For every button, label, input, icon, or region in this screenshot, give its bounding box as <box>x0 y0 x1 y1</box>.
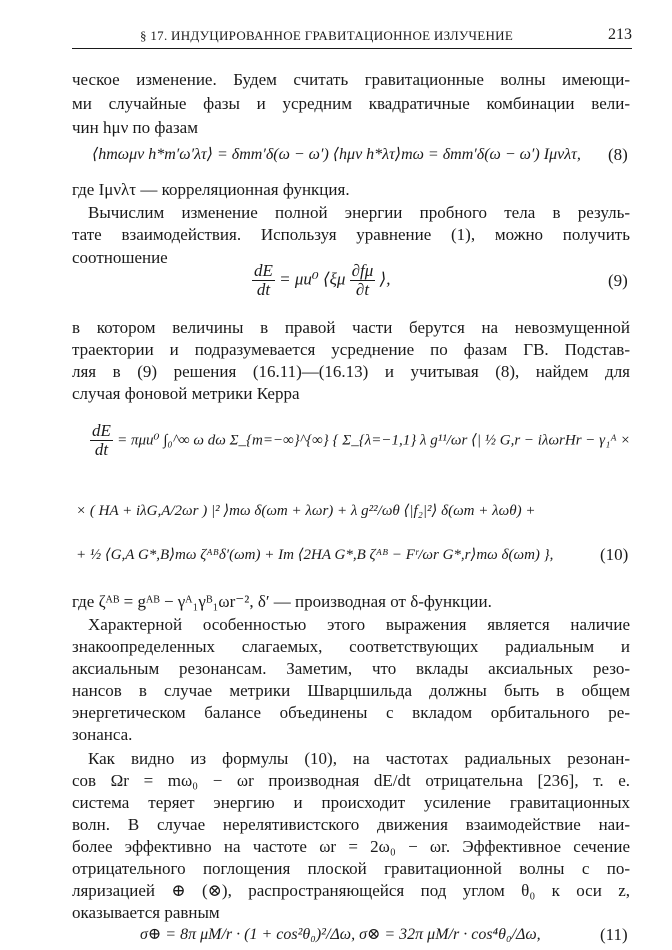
running-title: § 17. ИНДУЦИРОВАННОЕ ГРАВИТАЦИОННОЕ ИЗЛУЧЕНИЕ <box>140 28 514 43</box>
running-header <box>72 28 632 49</box>
denominator: dt <box>94 440 109 459</box>
equation-9 <box>252 262 390 299</box>
text-line: Характерной особенностью этого выражения является наличие <box>88 615 630 634</box>
text-line: энергетическом балансе объединены с вкладом орбитального ре- <box>72 703 630 722</box>
fraction <box>350 262 376 299</box>
text-line: ческое изменение. Будем считать гравитационные волны имеющи- <box>72 70 630 89</box>
text-line: знакоопределенных слагаемых, соответствующих радиальным и <box>72 637 630 656</box>
denominator: ∂t <box>355 280 370 299</box>
equation-10-line-3: + ½ ⟨G,A G*,B⟩mω ζᴬᴮδ′(ωm) + Im ⟨2HA G*,B ζᴬᴮ − Fʳ/ωr G*,r⟩mω δ(ωm) }, <box>76 547 554 563</box>
denominator: dt <box>256 280 271 299</box>
text-line: ми случайные фазы и усредним квадратичные комбинации вели- <box>72 94 630 113</box>
text-line: случая фоновой метрики Керра <box>72 384 300 403</box>
text-line: в котором величины в правой части берутся на невозмущенной <box>72 318 630 337</box>
equation-number: (11) <box>600 925 628 944</box>
equation-number: (9) <box>608 271 628 290</box>
text-line: траектории и подразумевается усреднение по фазам ГВ. Подстав- <box>72 340 630 359</box>
equation-number: (10) <box>600 545 629 564</box>
text-line: отрицательного поглощения плоской гравитационной волны с по- <box>72 859 630 878</box>
text-line: сов Ωr = mω₀ − ωr производная dE/dt отрицательна [236], т. е. <box>72 771 630 790</box>
text-line: ляризацией ⊕ (⊗), распространяющейся под углом θ₀ к оси z, <box>72 881 630 900</box>
text-line: ляя в (9) решения (16.11)—(16.13) и учитывая (8), найдем для <box>72 362 630 381</box>
numerator: dE <box>92 421 111 440</box>
equation-text: = πμu⁰ ∫₀^∞ ω dω Σ_{m=−∞}^{∞} { Σ_{λ=−1,1} λ g¹¹/ωr ⟨| ½ G,r − iλωrHr − γ₁ᴬ × <box>117 432 631 449</box>
text-line: система теряет энергию и происходит усиление гравитационных <box>72 793 630 812</box>
equation-10-line-1 <box>90 422 630 459</box>
numerator: ∂fμ <box>351 261 374 280</box>
fraction <box>90 422 113 459</box>
equation-10-line-2: × ( HA + iλG,A/2ωr ) |² ⟩mω δ(ωm + λωr) + λ g²²/ωθ ⟨|f₂|²⟩ δ(ωm + λωθ) + <box>76 503 536 519</box>
equation-mid: = μu⁰ ⟨ξμ <box>279 269 346 289</box>
equation-11: σ⊕ = 8π μM/r · (1 + cos²θ₀)²/Δω, σ⊗ = 32π μM/r · cos⁴θ₀/Δω, <box>140 926 541 943</box>
text-line: зонанса. <box>72 725 133 744</box>
numerator: dE <box>254 261 273 280</box>
text-line: оказывается равным <box>72 903 220 922</box>
text-line: тате взаимодействия. Используя уравнение (1), можно получить <box>72 225 630 244</box>
equation-tail: ⟩, <box>379 269 391 289</box>
text-line: волн. В случае нерелятивистского движения взаимодействие наи- <box>72 815 630 834</box>
text-line: нансов в случае метрики Шварцшильда должны быть в общем <box>72 681 630 700</box>
text-line: чин hμν по фазам <box>72 118 198 137</box>
text-line: аксиальным резонансам. Заметим, что вклады аксиальных резо- <box>72 659 630 678</box>
equation-8: ⟨hmωμν h*m′ω′λτ⟩ = δmm′δ(ω − ω′) ⟨hμν h*λτ⟩mω = δmm′δ(ω − ω′) Iμνλτ, <box>92 146 581 163</box>
fraction <box>252 262 275 299</box>
text-line: более эффективно на частоте ωr = 2ω₀ − ωr. Эффективное сечение <box>72 837 630 856</box>
text-line: соотношение <box>72 248 168 267</box>
text-line: Вычислим изменение полной энергии пробного тела в резуль- <box>88 203 630 222</box>
text-line: Как видно из формулы (10), на частотах радиальных резонан- <box>88 749 630 768</box>
equation-number: (8) <box>608 145 628 164</box>
text-line: где ζᴬᴮ = gᴬᴮ − γᴬ₁γᴮ₁ωr⁻², δ′ — производная от δ-функции. <box>72 592 492 611</box>
page-number: 213 <box>608 26 632 43</box>
text-line: где Iμνλτ — корреляционная функция. <box>72 180 350 199</box>
